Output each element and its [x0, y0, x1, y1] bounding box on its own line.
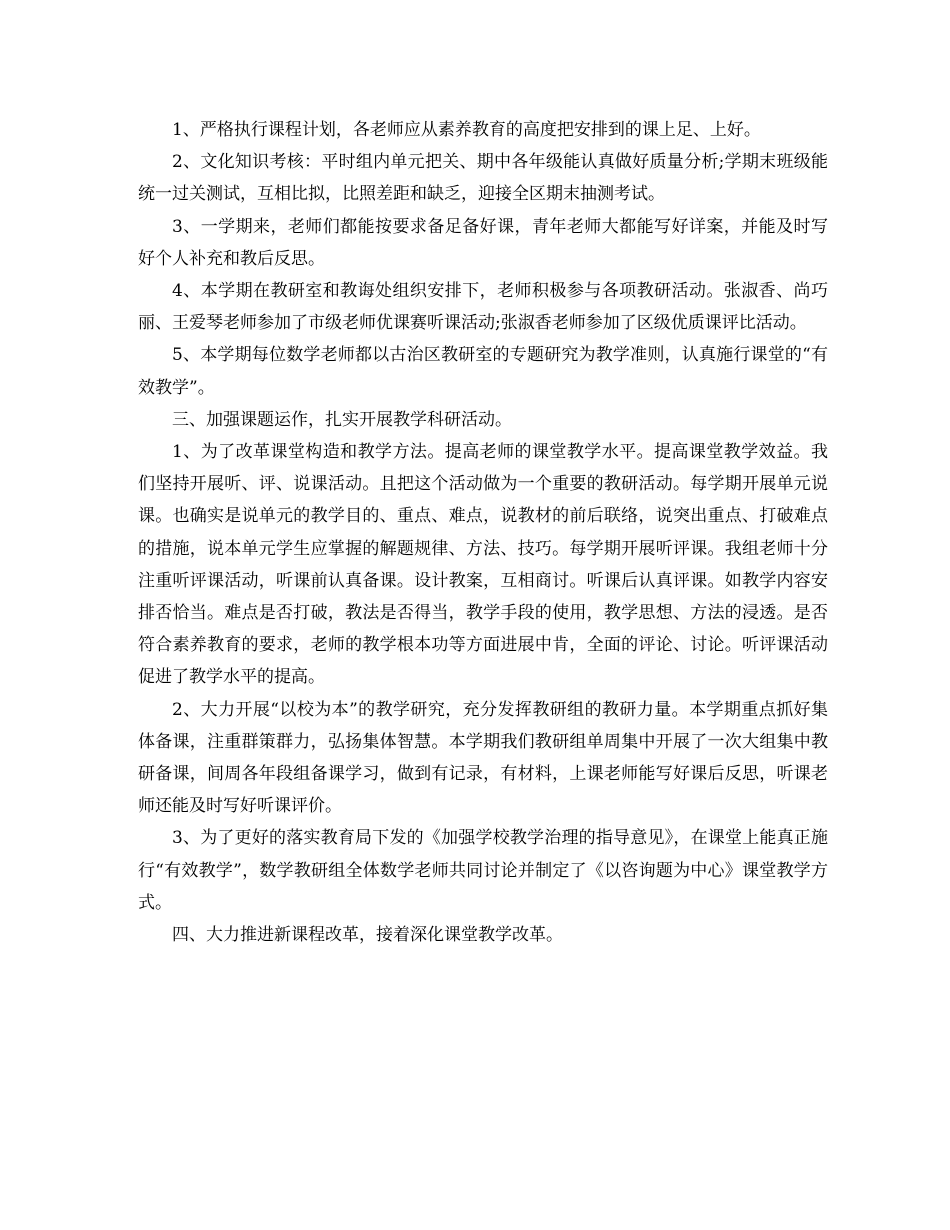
paragraph-guidance-implementation: 3、为了更好的落实教育局下发的《加强学校教学治理的指导意见》，在课堂上能真正施行“有效教学”，数学教研组全体数学老师共同讨论并制定了《以咨询题为中心》课堂教学方式。: [138, 828, 828, 913]
paragraph-school-based-research: 2、大力开展“以校为本”的教学研究，充分发挥教研组的教研力量。本学期重点抓好集体备课，注重群策群力，弘扬集体智慧。本学期我们教研组单周集中开展了一次大组集中教研备课，间周各年段组备课学习，做到有记录，有材料，上课老师能写好课后反思，听课老师还能及时写好听课评价。: [138, 699, 828, 817]
paragraph-3-lesson-preparation: 3、一学期来，老师们都能按要求备足备好课，青年老师大都能写好详案，并能及时写好个人补充和教后反思。: [138, 216, 828, 269]
section-heading-three: 三、加强课题运作，扎实开展教学科研活动。: [172, 409, 512, 430]
document-body: [138, 114, 828, 951]
paragraph-classroom-reform: 1、为了改革课堂构造和教学方法。提高老师的课堂教学水平。提高课堂教学效益。我们坚持开展听、评、说课活动。且把这个活动做为一个重要的教研活动。每学期开展单元说课。也确实是说单元的教学目的、重点、难点，说教材的前后联络，说突出重点、打破难点的措施，说本单元学生应掌握的解题规律、方法、技巧。每学期开展听评课。我组老师十分注重听评课活动，听课前认真备课。设计教案，互相商讨。听课后认真评课。如教学内容安排否恰当。难点是否打破，教法是否得当，教学手段的使用，教学思想、方法的浸透。是否符合素养教育的要求，老师的教学根本功等方面进展中肯，全面的评论、讨论。听评课活动促进了教学水平的提高。: [138, 442, 828, 688]
paragraph-2-knowledge-assessment: 2、文化知识考核：平时组内单元把关、期中各年级能认真做好质量分析;学期末班级能统一过关测试，互相比拟，比照差距和缺乏，迎接全区期末抽测考试。: [138, 152, 828, 205]
paragraph-5-effective-teaching: 5、本学期每位数学老师都以古治区教研室的专题研究为教学准则，认真施行课堂的“有效教学”。: [138, 345, 828, 398]
paragraph-4-teaching-research: 4、本学期在教研室和教诲处组织安排下，老师积极参与各项教研活动。张淑香、尚巧丽、王爱琴老师参加了市级老师优课赛听课活动;张淑香老师参加了区级优质课评比活动。: [138, 281, 828, 334]
paragraph-1-curriculum-plan: 1、严格执行课程计划，各老师应从素养教育的高度把安排到的课上足、上好。: [172, 120, 761, 140]
section-heading-four: 四、大力推进新课程改革，接着深化课堂教学改革。: [172, 925, 563, 946]
